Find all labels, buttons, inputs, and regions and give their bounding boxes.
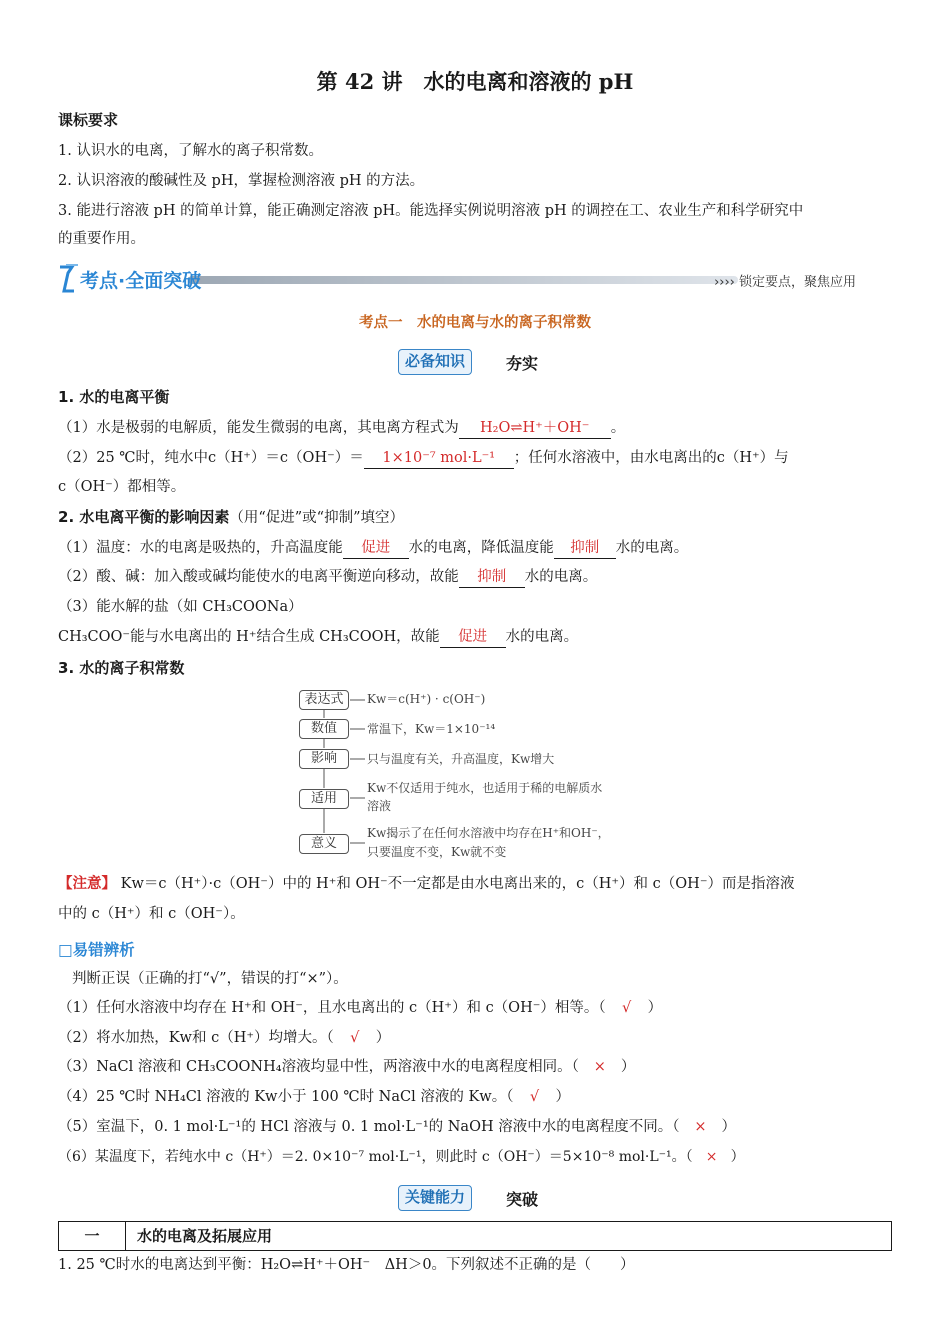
pitfall-item-4-end: ） — [555, 1089, 570, 1105]
sec1-line-1-end: 。 — [610, 420, 626, 436]
pitfall-item-2 — [58, 1028, 390, 1048]
mindmap-node-scope: 适用 — [299, 789, 349, 809]
curriculum-item-3: 3. 能进行溶液 pH 的简单计算，能正确测定溶液 pH。能选择实例说明溶液 pH 的调控在工、农业生产和科学研究中 — [58, 203, 804, 219]
note-text-1: Kw＝c（H⁺）·c（OH⁻）中的 H⁺和 OH⁻不一定都是由水电离出来的，c（H⁺）和 c（OH⁻）而是指溶液 — [120, 876, 795, 892]
answer-promote-1: 促进 — [343, 538, 409, 559]
note-label: 【注意】 — [58, 876, 116, 892]
sec1-line-1-text: （1）水是极弱的电解质，能发生微弱的电离，其电离方程式为 — [58, 420, 459, 436]
pill-key-ability-suffix: 突破 — [506, 1190, 539, 1209]
sec3-heading-text: . 水的离子积常数 — [68, 659, 185, 677]
answer-ion-concentration: 1×10⁻⁷ mol·L⁻¹ — [364, 448, 514, 469]
mindmap-node-meaning: 意义 — [299, 834, 349, 854]
sec1-line-2 — [58, 448, 789, 469]
sec2-line-1 — [58, 538, 688, 559]
pitfall-item-6-mark: × — [705, 1149, 718, 1165]
pitfall-item-3-text: （3）NaCl 溶液和 CH₃COONH₄溶液均显中性，两溶液中水的电离程度相同。（ — [58, 1059, 579, 1075]
mindmap-node-influence: 影响 — [299, 749, 349, 769]
banner-bar — [188, 276, 738, 284]
mindmap-text-meaning-cont: 只要温度不变，Kw就不变 — [367, 845, 507, 859]
sec2-line-3: （3）能水解的盐（如 CH₃COONa） — [58, 599, 303, 615]
answer-inhibit-2: 抑制 — [459, 567, 525, 588]
note-line-2: 中的 c（H⁺）和 c（OH⁻）。 — [58, 906, 245, 922]
sec2-line-1-end: 水的电离。 — [615, 540, 689, 556]
pitfalls-intro: 判断正误（正确的打“√”，错误的打“×”）。 — [72, 971, 348, 987]
pitfall-item-4-text: （4）25 ℃时 NH₄Cl 溶液的 Kw小于 100 ℃时 NaCl 溶液的 Kw。（ — [58, 1089, 514, 1105]
curriculum-item-2: 2. 认识溶液的酸碱性及 pH，掌握检测溶液 pH 的方法。 — [58, 173, 425, 189]
sec1-line-1 — [58, 418, 625, 439]
banner-badge-label: 考点·全面突破 — [80, 270, 202, 292]
kw-mindmap — [295, 688, 675, 863]
curriculum-heading: 课标要求 — [58, 111, 119, 129]
mindmap-text-influence: 只与温度有关，升高温度，Kw增大 — [367, 752, 555, 766]
curriculum-item-1: 1. 认识水的电离，了解水的离子积常数。 — [58, 143, 323, 159]
sec2-heading — [58, 507, 404, 528]
subsection-box — [58, 1221, 892, 1251]
answer-inhibit-1: 抑制 — [554, 538, 616, 559]
sec2-line-2-end: 水的电离。 — [524, 569, 598, 585]
mindmap-text-value: 常温下，Kw＝1×10⁻¹⁴ — [367, 722, 496, 736]
pitfall-item-2-mark: √ — [350, 1030, 360, 1046]
answer-promote-2: 促进 — [440, 627, 506, 648]
subsection-number: 一 — [59, 1222, 126, 1250]
pitfall-item-1-end: ） — [647, 1000, 663, 1016]
sec2-heading-note: （用“促进”或“抑制”填空） — [229, 510, 405, 526]
sec2-line-4-text: CH₃COO⁻能与水电离出的 H⁺结合生成 CH₃COOH，故能 — [58, 629, 440, 645]
sec1-heading-num: 1 — [58, 388, 69, 406]
sec2-line-1-text-b: 水的电离，降低温度能 — [408, 540, 554, 556]
pitfall-item-2-text: （2）将水加热，Kw和 c（H⁺）均增大。（ — [58, 1030, 334, 1046]
pitfall-item-6-text: （6）某温度下，若纯水中 c（H⁺）＝2. 0×10⁻⁷ mol·L⁻¹，则此时 c（OH⁻）＝5×10⁻⁸ mol·L⁻¹。（ — [58, 1149, 693, 1165]
mindmap-text-scope: Kw不仅适用于纯水，也适用于稀的电解质水 — [367, 781, 603, 795]
mindmap-node-value: 数值 — [299, 719, 349, 739]
sec2-line-4 — [58, 627, 578, 648]
mindmap-text-meaning: Kw揭示了在任何水溶液中均存在H⁺和OH⁻， — [367, 826, 610, 840]
pitfall-item-6 — [58, 1147, 745, 1167]
sec2-heading-text: . 水电离平衡的影响因素 — [68, 508, 230, 526]
sec1-heading — [58, 387, 169, 407]
sec2-line-2-text: （2）酸、碱：加入酸或碱均能使水的电离平衡逆向移动，故能 — [58, 569, 459, 585]
pitfall-item-2-end: ） — [375, 1030, 391, 1046]
mindmap-text-expression: Kw＝c(H⁺) · c(OH⁻) — [367, 692, 486, 706]
note-line-1 — [58, 874, 794, 894]
pitfall-item-5 — [58, 1117, 736, 1137]
curriculum-item-3-cont: 的重要作用。 — [58, 231, 145, 247]
topic-heading: 考点一 水的电离与水的离子积常数 — [359, 315, 591, 331]
sec2-line-1-text: （1）温度：水的电离是吸热的，升高温度能 — [58, 540, 343, 556]
sec1-line-2-text: （2）25 ℃时，纯水中 — [58, 450, 209, 466]
sec2-line-2 — [58, 567, 597, 588]
sec2-line-4-end: 水的电离。 — [505, 629, 579, 645]
sec3-heading-num: 3 — [58, 659, 69, 677]
pill-required-knowledge-suffix: 夯实 — [506, 354, 539, 373]
sec2-heading-num: 2 — [58, 508, 69, 526]
sec1-heading-text: . 水的电离平衡 — [68, 388, 170, 406]
pitfall-item-1-text: （1）任何水溶液中均存在 H⁺和 OH⁻，且水电离出的 c（H⁺）和 c（OH⁻）相等。（ — [58, 1000, 606, 1016]
pitfall-item-3-mark: × — [593, 1059, 606, 1075]
pitfall-item-5-text: （5）室温下，0. 1 mol·L⁻¹的 HCl 溶液与 0. 1 mol·L⁻¹的 NaOH 溶液中水的电离程度不同。（ — [58, 1119, 680, 1135]
sec1-line-2-formula: c（H⁺）＝c（OH⁻）＝ — [208, 450, 364, 466]
pitfall-item-1 — [58, 998, 662, 1018]
subsection-title: 水的电离及拓展应用 — [137, 1227, 273, 1245]
pitfall-item-4 — [58, 1087, 570, 1107]
pitfall-item-6-end: ） — [730, 1149, 745, 1165]
sec1-line-2-text-c: c（H⁺）与 — [716, 450, 789, 466]
pill-key-ability: 关键能力 — [398, 1185, 472, 1211]
pitfall-item-3-end: ） — [620, 1059, 636, 1075]
pitfall-item-1-mark: √ — [622, 1000, 632, 1016]
question-1: 1. 25 ℃时水的电离达到平衡：H₂O⇌H⁺＋OH⁻ ΔH＞0。下列叙述不正确的是（ ） — [58, 1257, 635, 1273]
banner-right-text: ›››› 锁定要点，聚焦应用 — [714, 275, 856, 290]
pitfall-item-3 — [58, 1057, 635, 1077]
sec1-line-3: c（OH⁻）都相等。 — [58, 479, 186, 495]
pill-required-knowledge: 必备知识 — [398, 349, 472, 375]
page-title: 第 42 讲 水的电离和溶液的 pH — [316, 69, 634, 94]
pitfalls-heading: □易错辨析 — [58, 941, 135, 959]
sec3-heading — [58, 658, 184, 678]
pitfall-item-5-mark: × — [694, 1119, 707, 1135]
answer-ionization-equation: H₂O⇌H⁺＋OH⁻ — [459, 418, 611, 439]
pitfall-item-4-mark: √ — [529, 1089, 540, 1105]
section-banner — [58, 263, 892, 297]
sec1-line-2-text-b: ；任何水溶液中，由水电离出的 — [513, 450, 717, 466]
pitfall-item-5-end: ） — [721, 1119, 736, 1135]
mindmap-node-expression: 表达式 — [299, 690, 349, 710]
mindmap-text-scope-cont: 溶液 — [367, 799, 392, 813]
